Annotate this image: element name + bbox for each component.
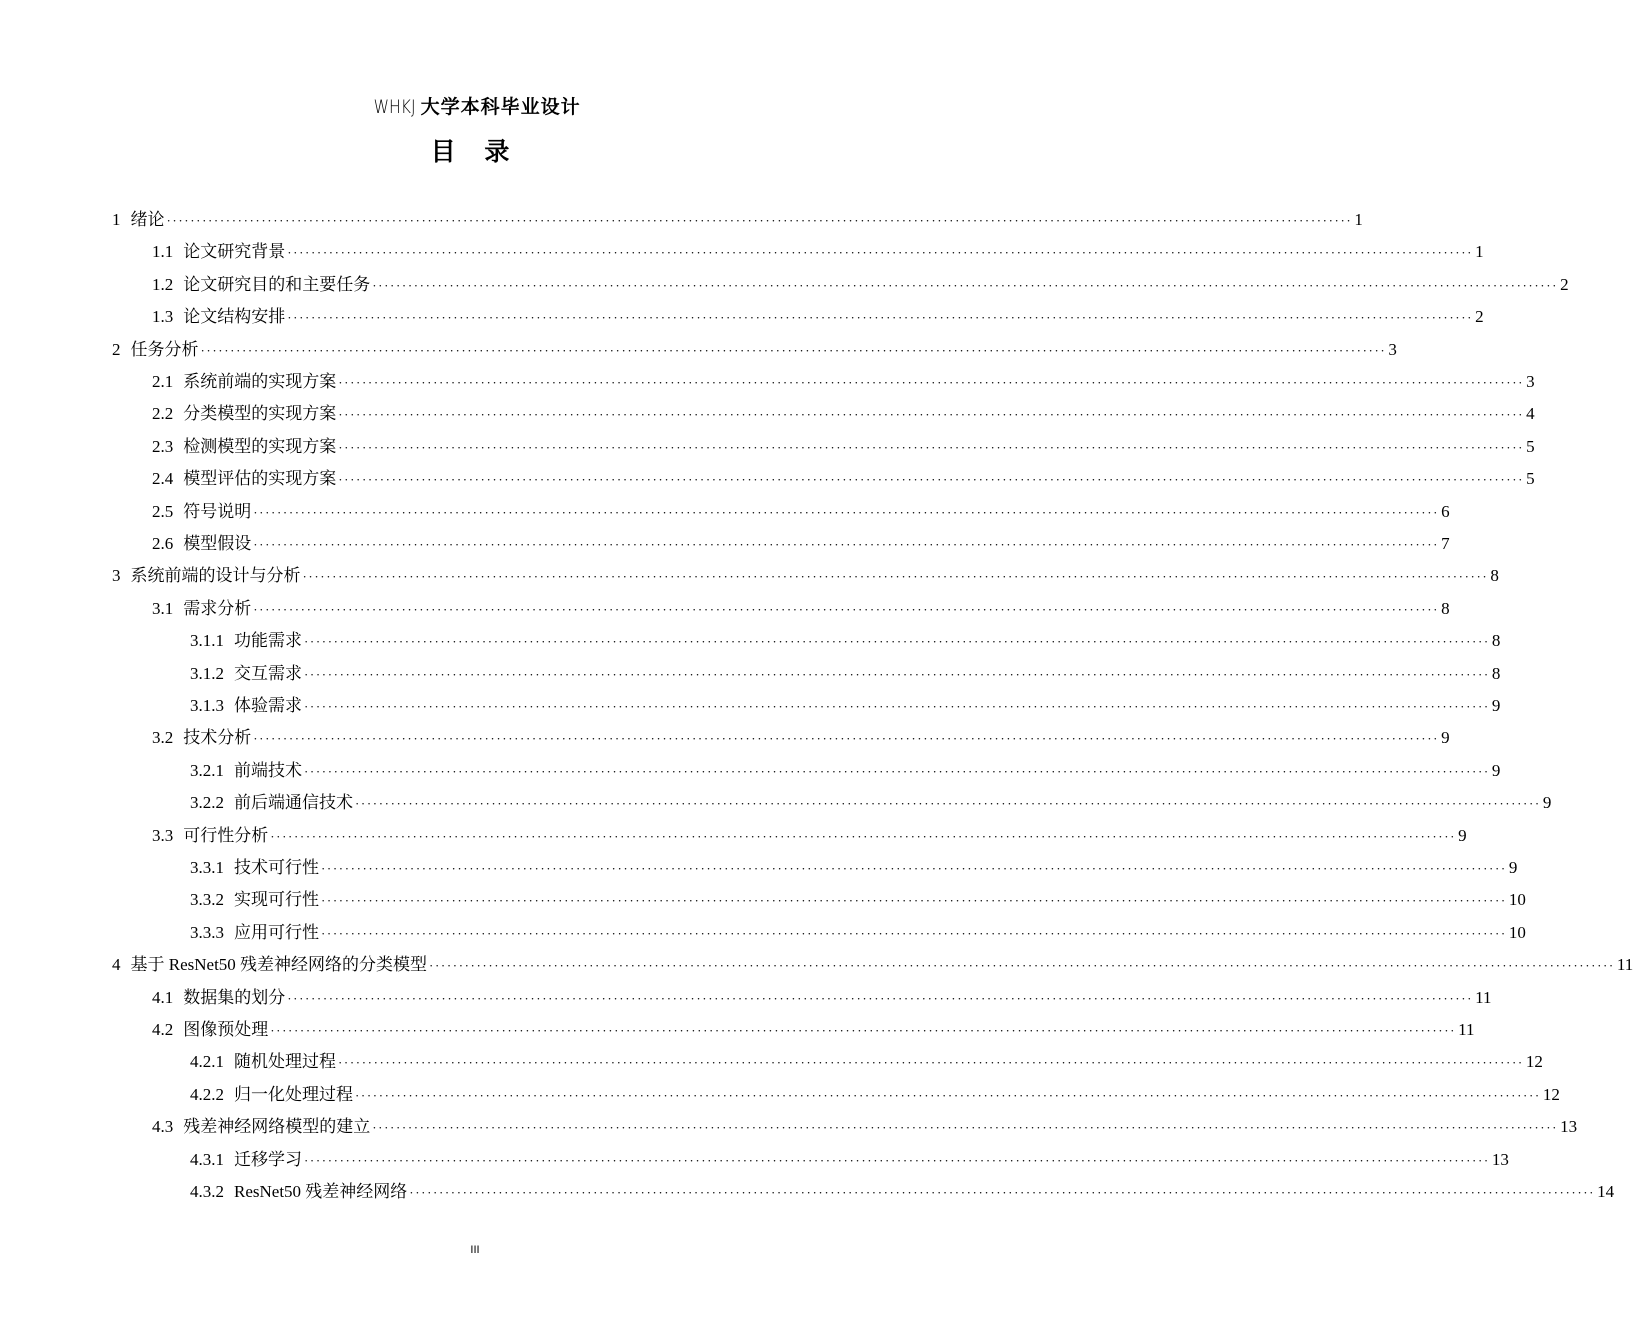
toc-entry[interactable] [152, 726, 1450, 750]
toc-entry-title: 归一化处理过程 [234, 1084, 353, 1104]
toc-entry-number: 3.3 [152, 825, 174, 845]
toc-entry-page: 9 [1508, 858, 1518, 877]
toc-dot-leader: ········································································································································································································ [321, 893, 1507, 909]
toc-entry-title: 绪论 [130, 210, 165, 229]
toc-entry-number: 1.3 [152, 307, 174, 327]
toc-dot-leader: ········································································································································································································ [304, 699, 1490, 714]
toc-entry-number: 3.3.3 [190, 922, 224, 942]
toc-entry[interactable] [190, 1180, 1615, 1204]
toc-entry-title: 模型假设 [183, 534, 252, 553]
toc-entry-title: 技术分析 [183, 728, 252, 748]
toc-entry[interactable] [190, 662, 1501, 686]
toc-entry[interactable] [152, 240, 1484, 264]
toc-entry-title: 检测模型的实现方案 [183, 436, 337, 456]
toc-entry-number: 3.1.1 [190, 631, 224, 651]
toc-entry-title: 任务分析 [130, 339, 199, 359]
toc-dot-leader: ········································································································································································································ [338, 375, 1525, 390]
toc-entry[interactable] [190, 1148, 1509, 1172]
toc-entry-number: 2 [112, 339, 121, 359]
toc-dot-leader: ········································································································································································································ [429, 958, 1615, 974]
toc-entry[interactable] [190, 629, 1501, 653]
toc-entry-number: 3.1.2 [190, 663, 224, 683]
toc-entry-title: 可行性分析 [183, 825, 269, 845]
toc-dot-leader: ········································································································································································································ [304, 634, 1490, 650]
toc-dot-leader: ········································································································································································································ [287, 310, 1474, 326]
toc-dot-leader: ········································································································································································································ [338, 407, 1525, 423]
toc-entry-title: 需求分析 [183, 598, 252, 618]
toc-entry-title: 模型评估的实现方案 [183, 469, 337, 489]
toc-entry-title: 数据集的划分 [183, 987, 286, 1007]
toc-entry-title: 论文结构安排 [183, 307, 286, 327]
toc-dot-leader: ········································································································································································································ [270, 828, 1457, 844]
toc-entry-number: 2.4 [152, 469, 174, 489]
toc-entry-page: 12 [1542, 1084, 1560, 1104]
toc-entry-number: 4.3.1 [190, 1149, 224, 1169]
toc-entry-page: 14 [1597, 1182, 1615, 1201]
toc-entry-title: 论文研究目的和主要任务 [183, 274, 371, 294]
toc-entry-page: 10 [1508, 890, 1526, 910]
toc-dot-leader: ········································································································································································································ [253, 601, 1440, 617]
page-header [0, 95, 950, 120]
toc-entry-page: 9 [1542, 793, 1552, 813]
toc-entry-page: 9 [1491, 696, 1501, 715]
toc-entry[interactable] [152, 273, 1569, 297]
toc-entry[interactable] [190, 759, 1501, 783]
toc-dot-leader: ········································································································································································································ [166, 213, 1353, 228]
toc-dot-leader: ········································································································································································································ [372, 277, 1559, 293]
toc-entry[interactable] [112, 564, 1499, 588]
toc-entry-number: 4.2 [152, 1020, 174, 1039]
toc-entry[interactable] [152, 1018, 1475, 1042]
toc-entry-title: 随机处理过程 [234, 1052, 336, 1072]
toc-entry-title: 基于 ResNet50 残差神经网络的分类模型 [130, 955, 428, 975]
toc-entry-title: 系统前端的实现方案 [183, 372, 337, 391]
toc-dot-leader: ········································································································································································································ [304, 1152, 1490, 1168]
toc-entry-title: 技术可行性 [234, 858, 319, 877]
toc-entry-title: 体验需求 [234, 696, 302, 715]
toc-dot-leader: ········································································································································································································ [253, 504, 1440, 520]
header-prefix: WHKJ [374, 96, 416, 118]
toc-dot-leader: ········································································································································································································ [372, 1120, 1559, 1136]
toc-entry-page: 13 [1560, 1117, 1578, 1137]
toc-dot-leader: ········································································································································································································ [321, 925, 1507, 941]
toc-entry-title: 实现可行性 [234, 890, 319, 910]
toc-entry-title: 交互需求 [234, 663, 302, 683]
toc-entry[interactable] [152, 402, 1535, 426]
toc-entry-page: 9 [1458, 825, 1467, 845]
toc-dot-leader: ········································································································································································································ [287, 245, 1474, 261]
toc-entry-number: 4.3.2 [190, 1182, 224, 1201]
toc-dot-leader: ········································································································································································································ [338, 472, 1525, 488]
toc-entry-title: 迁移学习 [234, 1149, 302, 1169]
toc-entry-page: 8 [1491, 631, 1501, 651]
toc-entry-number: 3 [112, 566, 121, 586]
toc-entry-page: 5 [1526, 469, 1535, 489]
toc-entry[interactable] [112, 338, 1397, 362]
toc-entry[interactable] [152, 532, 1450, 556]
toc-dot-leader: ········································································································································································································ [355, 1087, 1541, 1103]
toc-entry[interactable] [152, 370, 1535, 394]
toc-entry[interactable] [190, 888, 1526, 912]
toc-dot-leader: ········································································································································································································ [253, 731, 1440, 747]
toc-entry-page: 13 [1491, 1149, 1509, 1169]
toc-entry-number: 1 [112, 210, 121, 229]
toc-entry[interactable] [152, 986, 1492, 1010]
toc-entry-title: 前后端通信技术 [234, 793, 353, 813]
toc-dot-leader: ········································································································································································································ [321, 861, 1507, 876]
toc-entry-page: 5 [1526, 436, 1535, 456]
toc-dot-leader: ········································································································································································································ [409, 1185, 1596, 1200]
toc-dot-leader: ········································································································································································································ [355, 796, 1541, 812]
toc-entry-number: 2.3 [152, 436, 174, 456]
toc-dot-leader: ········································································································································································································ [287, 990, 1474, 1006]
toc-entry-title: 残差神经网络模型的建立 [183, 1117, 371, 1137]
toc-entry-number: 3.1.3 [190, 696, 224, 715]
toc-entry-number: 1.2 [152, 274, 174, 294]
toc-entry[interactable] [190, 921, 1526, 945]
toc-entry-title: 论文研究背景 [183, 242, 286, 262]
toc-entry-page: 11 [1616, 955, 1633, 975]
toc-dot-leader: ········································································································································································································ [253, 537, 1440, 552]
toc-entry[interactable] [152, 435, 1535, 459]
toc-entry[interactable] [190, 791, 1552, 815]
toc-entry[interactable] [152, 467, 1535, 491]
toc-entry-number: 1.1 [152, 242, 174, 262]
header-text: 大学本科毕业设计 [420, 96, 581, 118]
page-title: 目 录 [430, 137, 520, 166]
toc-entry-number: 2.2 [152, 404, 174, 424]
toc-dot-leader: ········································································································································································································ [304, 763, 1490, 779]
toc-entry-page: 9 [1491, 760, 1501, 780]
toc-entry-number: 4.1 [152, 987, 174, 1007]
page-number: III [470, 1244, 480, 1256]
toc-entry-number: 2.5 [152, 501, 174, 521]
toc-entry[interactable] [112, 953, 1633, 977]
toc-entry-page: 11 [1458, 1020, 1475, 1039]
toc-entry-number: 3.2 [152, 728, 174, 748]
toc-dot-leader: ········································································································································································································ [270, 1023, 1457, 1038]
toc-entry-page: 1 [1475, 242, 1484, 262]
toc-entry-title: 前端技术 [234, 760, 302, 780]
toc-entry-page: 4 [1526, 404, 1535, 424]
toc-entry-page: 7 [1441, 534, 1450, 553]
toc-entry-title: 功能需求 [234, 631, 302, 651]
toc-dot-leader: ········································································································································································································ [338, 1055, 1524, 1071]
toc-entry-title: 图像预处理 [183, 1020, 269, 1039]
toc-entry-title: 符号说明 [183, 501, 252, 521]
toc-entry[interactable] [190, 1083, 1560, 1107]
toc-entry-page: 3 [1526, 372, 1535, 391]
toc-entry-number: 3.3.1 [190, 858, 224, 877]
toc-entry-number: 4.3 [152, 1117, 174, 1137]
toc-entry-title: 分类模型的实现方案 [183, 404, 337, 424]
toc-entry-number: 3.1 [152, 598, 174, 618]
toc-entry-number: 2.6 [152, 534, 174, 553]
toc-dot-leader: ········································································································································································································ [302, 569, 1489, 585]
toc-entry[interactable] [112, 208, 1363, 232]
toc-entry-number: 4 [112, 955, 121, 975]
toc-entry-number: 4.2.1 [190, 1052, 224, 1072]
toc-entry-title: 应用可行性 [234, 922, 319, 942]
toc-entry[interactable] [152, 1115, 1578, 1139]
toc-entry-page: 10 [1508, 922, 1526, 942]
toc-entry-title: ResNet50 残差神经网络 [234, 1182, 408, 1201]
toc-entry-page: 11 [1475, 987, 1492, 1007]
toc-entry[interactable] [152, 500, 1450, 524]
toc-entry[interactable] [152, 824, 1467, 848]
toc-entry[interactable] [190, 694, 1501, 718]
toc-entry[interactable] [190, 856, 1518, 880]
toc-entry-page: 9 [1441, 728, 1450, 748]
toc-entry-page: 3 [1388, 339, 1397, 359]
toc-entry-page: 6 [1441, 501, 1450, 521]
toc-dot-leader: ········································································································································································································ [338, 439, 1525, 455]
toc-entry[interactable] [152, 305, 1484, 329]
toc-entry-number: 3.2.1 [190, 760, 224, 780]
toc-entry-page: 1 [1354, 210, 1363, 229]
toc-entry-page: 2 [1475, 307, 1484, 327]
toc-entry-number: 3.3.2 [190, 890, 224, 910]
toc-dot-leader: ········································································································································································································ [304, 666, 1490, 682]
toc-entry-number: 4.2.2 [190, 1084, 224, 1104]
toc-entry[interactable] [152, 597, 1450, 621]
toc-entry-number: 2.1 [152, 372, 174, 391]
toc-entry-page: 8 [1441, 598, 1450, 618]
toc-entry-page: 8 [1491, 663, 1501, 683]
toc-entry[interactable] [190, 1050, 1543, 1074]
toc-entry-page: 12 [1525, 1052, 1543, 1072]
toc-dot-leader: ········································································································································································································ [200, 342, 1387, 358]
toc-entry-page: 8 [1490, 566, 1499, 586]
toc-entry-title: 系统前端的设计与分析 [130, 566, 301, 586]
toc-entry-page: 2 [1560, 274, 1569, 294]
toc-entry-number: 3.2.2 [190, 793, 224, 813]
